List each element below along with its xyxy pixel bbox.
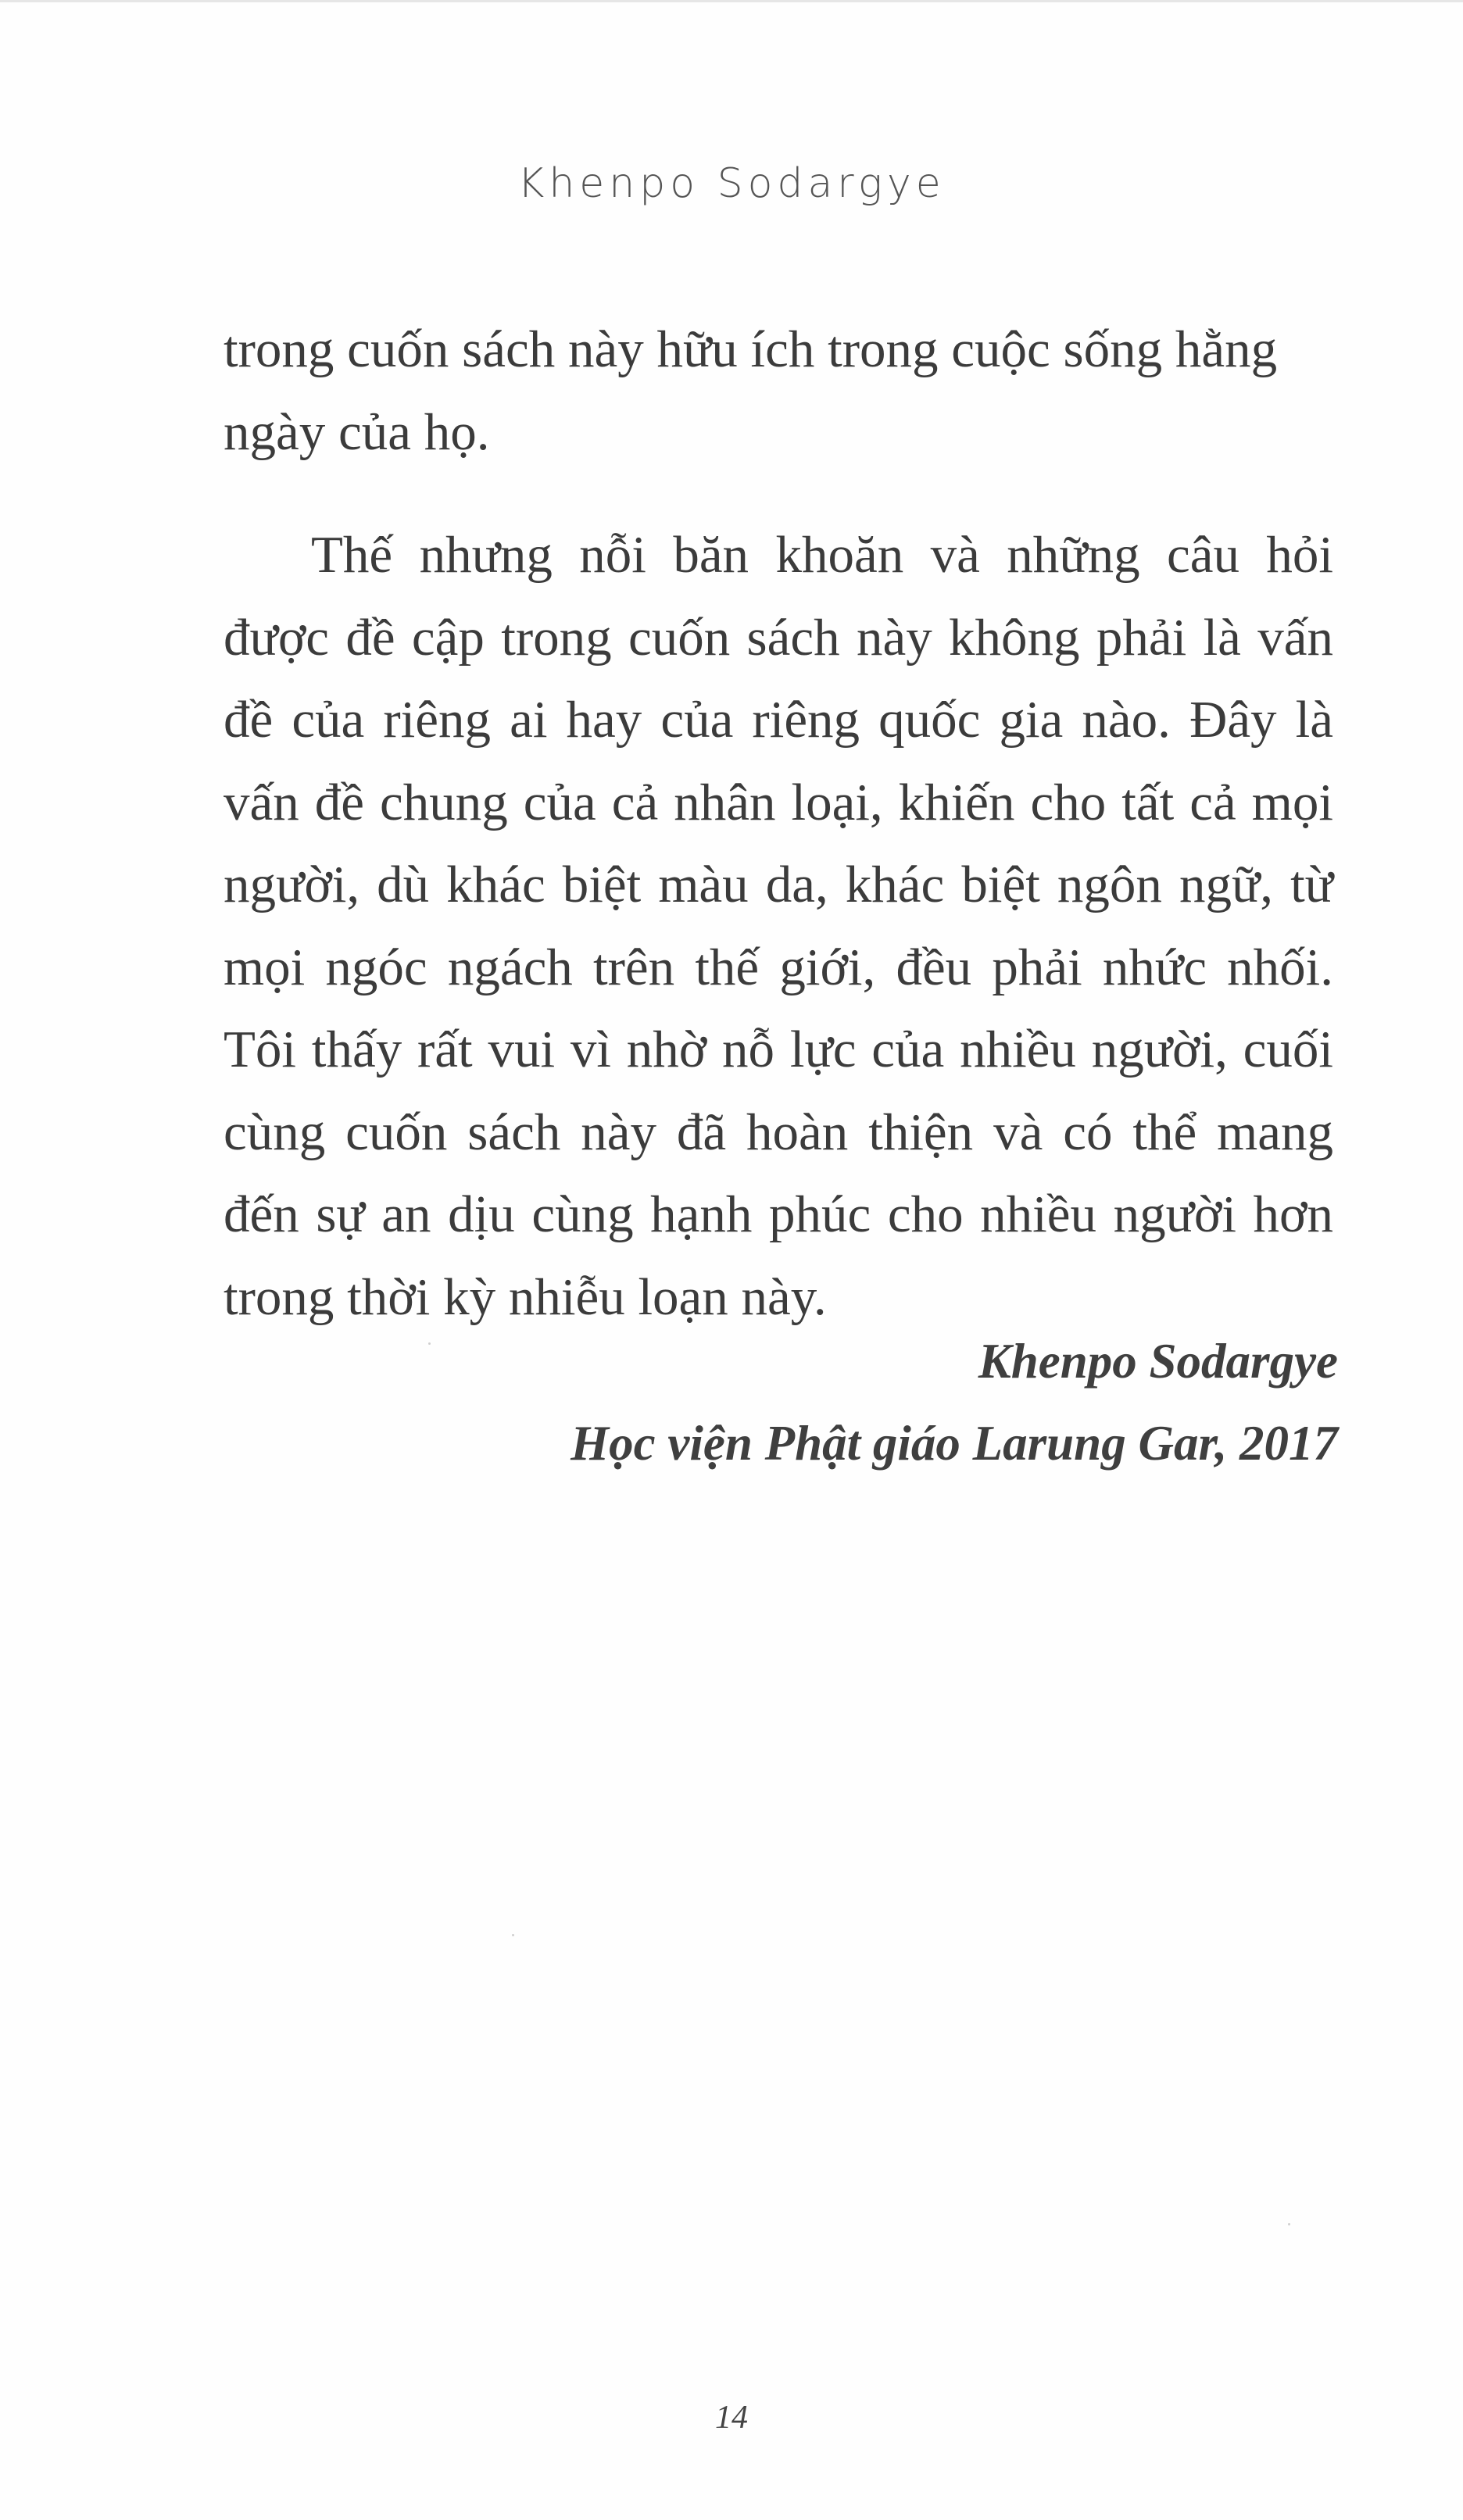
scan-speck: [428, 1342, 431, 1345]
signature-block: [571, 1321, 1338, 1485]
body-text: [224, 309, 1333, 1339]
signature-place-date: Học viện Phật giáo Larung Gar, 2017: [571, 1416, 1338, 1471]
running-header: Khenpo Sodargye: [517, 160, 946, 207]
page-top-edge: [0, 0, 1463, 2]
scan-speck: [512, 1934, 514, 1936]
continuation-paragraph: trong cuốn sách này hữu ích trong cuộc sống hằng ngày của họ.: [224, 320, 1278, 461]
scan-speck: [1288, 2223, 1290, 2225]
signature-author: Khenpo Sodargye: [978, 1334, 1338, 1389]
page-number: 14: [715, 2400, 748, 2436]
main-paragraph: Thế nhưng nỗi băn khoăn và những câu hỏi được đề cập trong cuốn sách này không phải là vấn đề của riêng ai hay của riêng quốc gia nào. Đây là vấn đề chung của cả nhân loại, khiến cho tất cả mọi người, dù khác biệt màu da, khác biệt ngôn ngữ, từ mọi ngóc ngách trên thế giới, đều phải nhức nhối. Tôi thấy rất vui vì nhờ nỗ lực của nhiều người, cuối cùng cuốn sách này đã hoàn thiện và có thể mang đến sự an dịu cùng hạnh phúc cho nhiều người hơn trong thời kỳ nhiễu loạn này.: [224, 526, 1333, 1326]
